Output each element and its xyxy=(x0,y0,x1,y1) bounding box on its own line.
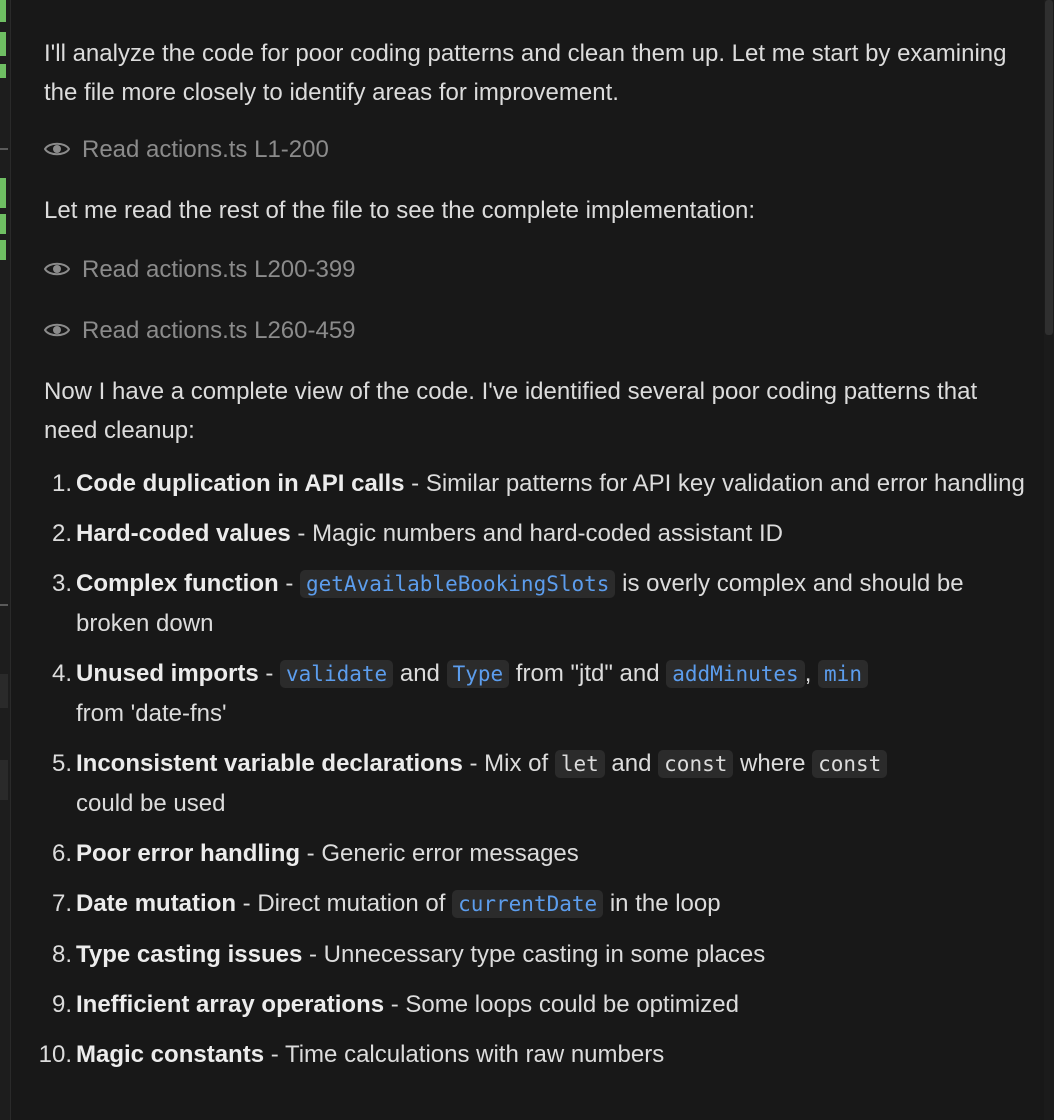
eye-icon xyxy=(44,320,70,340)
list-item: 6. Poor error handling - Generic error messages xyxy=(51,840,579,867)
gutter-added-marker xyxy=(0,64,6,78)
code-keyword: const xyxy=(658,750,733,778)
code-keyword: const xyxy=(812,750,887,778)
code-keyword: let xyxy=(555,750,605,778)
item-title: Date mutation xyxy=(76,890,237,917)
item-title: Inefficient array operations xyxy=(76,991,385,1018)
editor-gutter xyxy=(0,0,10,1120)
list-item: 9. Inefficient array operations - Some loops could be optimized xyxy=(51,991,739,1018)
scrollbar-thumb[interactable] xyxy=(1045,0,1053,335)
intro-text: I'll analyze the code for poor coding patterns and clean them up. Let me start by examining the file more closely to identify areas for improvement. xyxy=(44,40,1007,106)
list-item: 3. Complex function - getAvailableBookingSlots is overly complex and should be broken down xyxy=(51,570,964,637)
gutter-line xyxy=(0,604,8,606)
tool-call-label: Read actions.ts L260-459 xyxy=(82,316,356,344)
panel-divider[interactable] xyxy=(10,0,11,1120)
list-item: 7. Date mutation - Direct mutation of currentDate in the loop xyxy=(51,890,721,917)
summary-text: Now I have a complete view of the code. I've identified several poor coding patterns that need cleanup: xyxy=(44,378,978,444)
list-item: 10. Magic constants - Time calculations with raw numbers xyxy=(38,1041,665,1068)
chat-scrollbar[interactable] xyxy=(1044,0,1054,1120)
list-item: 2. Hard-coded values - Magic numbers and hard-coded assistant ID xyxy=(51,520,783,547)
item-title: Magic constants xyxy=(76,1041,265,1068)
code-symbol[interactable]: Type xyxy=(447,660,510,688)
tool-call-read[interactable] xyxy=(44,130,1034,168)
tool-call-label: Read actions.ts L200-399 xyxy=(82,255,356,283)
gutter-added-marker xyxy=(0,32,6,56)
chat-message xyxy=(38,34,1034,1085)
gutter-line xyxy=(0,674,8,708)
list-item: 4. Unused imports - validate and Type from "jtd" and addMinutes , min from 'date-fns' xyxy=(44,654,1034,733)
list-item: 1. Code duplication in API calls - Similar patterns for API key validation and error handling xyxy=(51,470,1025,497)
item-title: Inconsistent variable declarations xyxy=(76,750,463,777)
item-title: Complex function xyxy=(76,570,279,597)
item-title: Hard-coded values xyxy=(76,520,291,547)
gutter-added-marker xyxy=(0,214,6,234)
item-title: Type casting issues xyxy=(76,941,303,968)
tool-call-label: Read actions.ts L1-200 xyxy=(82,135,329,163)
issues-list xyxy=(38,464,1034,1074)
item-title: Poor error handling xyxy=(76,840,301,867)
gutter-added-marker xyxy=(0,178,6,208)
tool-call-read[interactable] xyxy=(44,311,1034,349)
gutter-added-marker xyxy=(0,240,6,260)
eye-icon xyxy=(44,139,70,159)
code-symbol[interactable]: getAvailableBookingSlots xyxy=(300,570,615,598)
code-symbol[interactable]: validate xyxy=(280,660,393,688)
list-item: 8. Type casting issues - Unnecessary type casting in some places xyxy=(51,941,766,968)
gutter-added-marker xyxy=(0,0,6,22)
list-item: 5. Inconsistent variable declarations - Mix of let and const where const could be used xyxy=(44,744,1034,823)
tool-call-read[interactable] xyxy=(44,250,1034,288)
item-title: Code duplication in API calls xyxy=(76,470,405,497)
eye-icon xyxy=(44,259,70,279)
gutter-line xyxy=(0,148,8,150)
code-symbol[interactable]: min xyxy=(818,660,868,688)
code-symbol[interactable]: currentDate xyxy=(452,890,603,918)
item-title: Unused imports xyxy=(76,660,259,687)
read-rest-text: Let me read the rest of the file to see the complete implementation: xyxy=(44,197,756,224)
code-symbol[interactable]: addMinutes xyxy=(666,660,804,688)
gutter-line xyxy=(0,760,8,800)
